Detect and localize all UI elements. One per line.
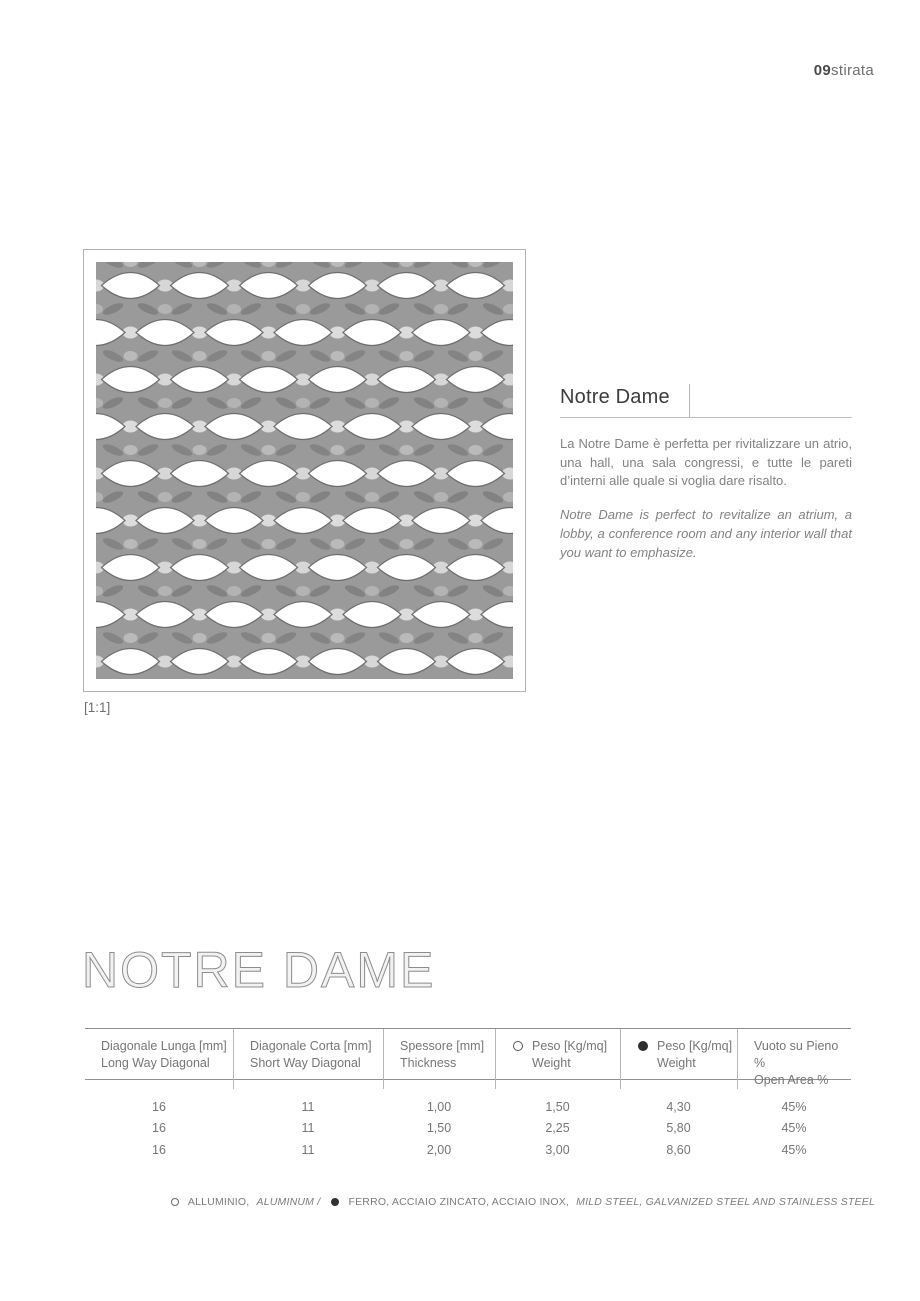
header-label-en: Weight bbox=[532, 1056, 571, 1070]
legend-steel-en: MILD STEEL, GALVANIZED STEEL AND STAINLESS STEEL bbox=[576, 1196, 875, 1208]
cell-thickness: 1,00 bbox=[426, 1099, 452, 1114]
cell-open-area: 45% bbox=[781, 1099, 807, 1114]
product-title-block bbox=[560, 386, 852, 418]
header-label-en: Open Area % bbox=[754, 1073, 829, 1087]
table-header-row bbox=[85, 1028, 851, 1087]
spec-table bbox=[85, 1028, 851, 1161]
scale-caption: [1:1] bbox=[84, 700, 111, 715]
cell-open-area: 45% bbox=[781, 1142, 807, 1157]
cell-weight-alu: 1,50 bbox=[545, 1099, 570, 1114]
cell-thickness: 2,00 bbox=[426, 1142, 452, 1157]
header-label-en: Thickness bbox=[400, 1056, 457, 1070]
cell-weight-alu: 2,25 bbox=[545, 1121, 570, 1136]
product-info bbox=[560, 386, 852, 562]
cell-long-way: 16 bbox=[152, 1142, 166, 1157]
description-italian: La Notre Dame è perfetta per rivitalizzare un atrio, una hall, una sala congressi, e tutte le pareti d’interni alle quale si voglia dare risalto. bbox=[560, 436, 852, 489]
product-title: Notre Dame bbox=[560, 386, 670, 408]
filled-circle-icon bbox=[638, 1041, 648, 1051]
header-label-en: Weight bbox=[657, 1056, 696, 1070]
series-name: stirata bbox=[831, 62, 874, 79]
cell-short-way: 11 bbox=[301, 1121, 315, 1136]
expanded-metal-mesh-image bbox=[96, 262, 513, 679]
header-label-it: Peso [Kg/mq] bbox=[532, 1039, 608, 1053]
page-number: 09 bbox=[813, 62, 832, 79]
legend-steel-it: FERRO, ACCIAIO ZINCATO, ACCIAIO INOX, bbox=[348, 1196, 570, 1208]
table-row bbox=[85, 1139, 851, 1161]
cell-weight-steel: 8,60 bbox=[666, 1142, 691, 1157]
legend-aluminium-it: ALLUMINIO, bbox=[187, 1196, 250, 1208]
open-circle-icon bbox=[171, 1198, 179, 1206]
header-label-en: Long Way Diagonal bbox=[101, 1056, 210, 1070]
legend-aluminium-en: ALUMINUM / bbox=[256, 1196, 321, 1208]
cell-weight-alu: 3,00 bbox=[545, 1142, 570, 1157]
filled-circle-icon bbox=[331, 1198, 339, 1206]
header-cell-long-way-diagonal bbox=[85, 1029, 233, 1089]
open-circle-icon bbox=[513, 1041, 523, 1051]
cell-short-way: 11 bbox=[301, 1142, 315, 1157]
header-cell-open-area bbox=[737, 1029, 851, 1089]
cell-short-way: 11 bbox=[301, 1099, 315, 1114]
header-cell-weight-aluminium bbox=[495, 1029, 620, 1089]
table-body bbox=[85, 1096, 851, 1161]
header-label-it: Spessore [mm] bbox=[400, 1039, 485, 1053]
product-display-title: NOTRE DAME bbox=[82, 942, 436, 998]
cell-thickness: 1,50 bbox=[426, 1121, 452, 1136]
cell-long-way: 16 bbox=[152, 1121, 166, 1136]
header-label-it: Diagonale Corta [mm] bbox=[250, 1039, 372, 1053]
cell-weight-steel: 4,30 bbox=[666, 1099, 691, 1114]
cell-open-area: 45% bbox=[781, 1121, 807, 1136]
specimen-frame bbox=[83, 249, 526, 692]
header-label-it: Peso [Kg/mq] bbox=[657, 1039, 733, 1053]
header-label-en: Short Way Diagonal bbox=[250, 1056, 361, 1070]
header-cell-thickness bbox=[383, 1029, 495, 1089]
materials-legend bbox=[85, 1196, 875, 1208]
table-row bbox=[85, 1118, 851, 1140]
header-cell-short-way-diagonal bbox=[233, 1029, 383, 1089]
cell-long-way: 16 bbox=[152, 1099, 166, 1114]
title-divider-tick bbox=[689, 384, 690, 417]
header-label-it: Diagonale Lunga [mm] bbox=[101, 1039, 227, 1053]
table-row bbox=[85, 1096, 851, 1118]
header-cell-weight-steel bbox=[620, 1029, 737, 1089]
description-english: Notre Dame is perfect to revitalize an atrium, a lobby, a conference room and any interior wall that you want to emphasize. bbox=[560, 507, 852, 560]
header-label-it: Vuoto su Pieno % bbox=[754, 1039, 839, 1070]
page-code bbox=[814, 62, 874, 79]
cell-weight-steel: 5,80 bbox=[666, 1121, 691, 1136]
